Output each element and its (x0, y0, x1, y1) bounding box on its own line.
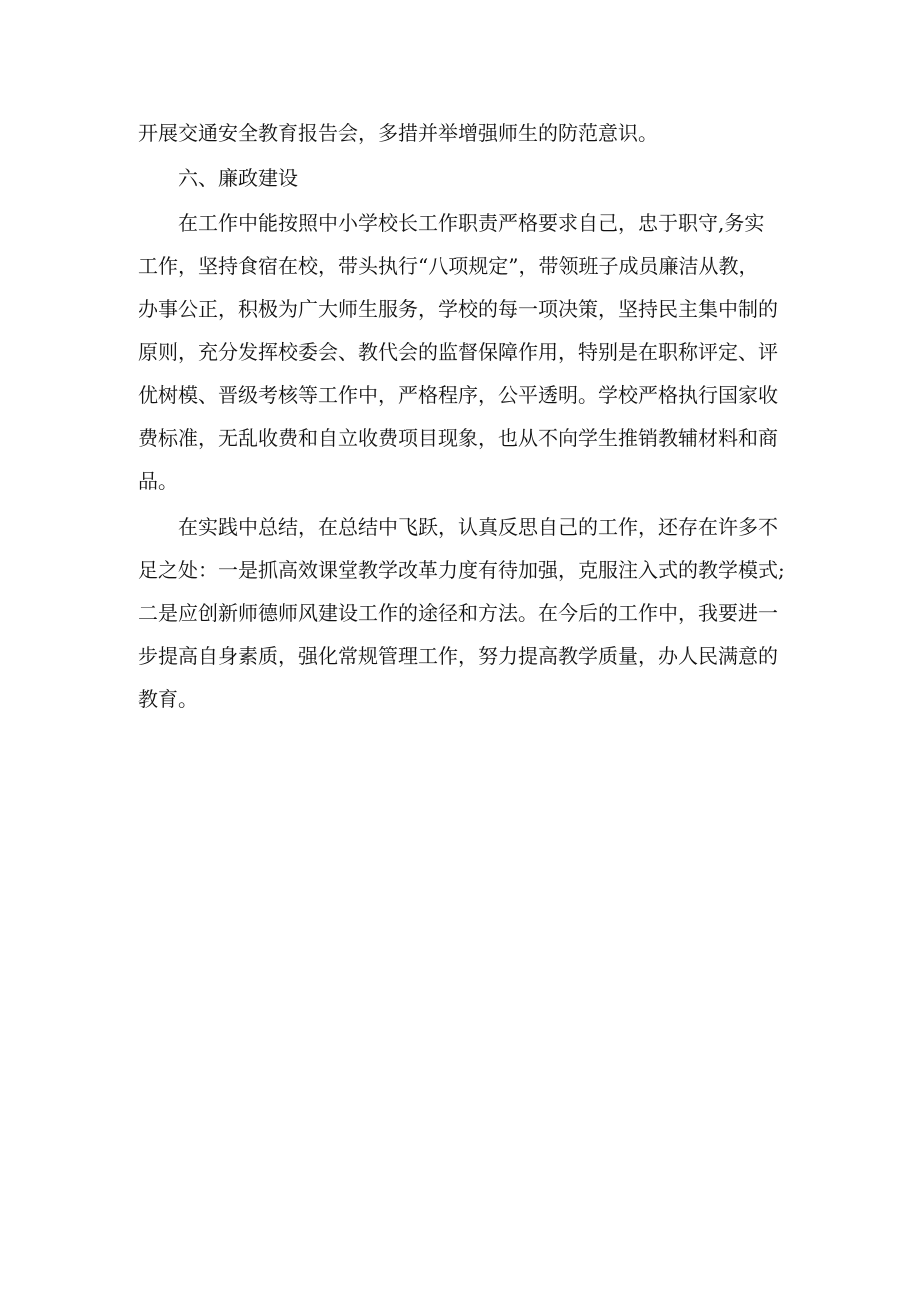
text-line: 教育。 (138, 687, 198, 711)
text-line: 优树模、晋级考核等工作中，严格程序，公平透明。学校严格执行国家收 (138, 383, 778, 407)
text-line: 在实践中总结，在总结中飞跃，认真反思自己的工作，还存在许多不 (178, 515, 778, 539)
section-heading-text: 六、廉政建设 (178, 166, 298, 190)
text-line: 步提高自身素质，强化常规管理工作，努力提高教学质量，办人民满意的 (138, 644, 778, 668)
text-line: 足之处：一是抓高效课堂教学改革力度有待加强，克服注入式的教学模式; (138, 558, 785, 582)
paragraph-integrity (138, 202, 788, 503)
text-line: 费标准，无乱收费和自立收费项目现象，也从不向学生推销教辅材料和商 (138, 426, 778, 450)
section-heading (138, 157, 788, 200)
paragraph-reflection (138, 506, 788, 721)
document-body (138, 112, 788, 721)
text-line: 工作，坚持食宿在校，带头执行“八项规定”，带领班子成员廉洁从教， (138, 254, 759, 278)
text-line: 在工作中能按照中小学校长工作职责严格要求自己，忠于职守,务实 (178, 211, 765, 235)
paragraph-continuation (138, 112, 788, 155)
text-line: 品。 (138, 469, 178, 493)
text-line: 办事公正，积极为广大师生服务，学校的每一项决策，坚持民主集中制的 (138, 297, 778, 321)
text-line: 二是应创新师德师风建设工作的途径和方法。在今后的工作中，我要进一 (138, 601, 778, 625)
text-line: 原则，充分发挥校委会、教代会的监督保障作用，特别是在职称评定、评 (138, 340, 778, 364)
text-line: 开展交通安全教育报告会，多措并举增强师生的防范意识。 (138, 121, 658, 145)
